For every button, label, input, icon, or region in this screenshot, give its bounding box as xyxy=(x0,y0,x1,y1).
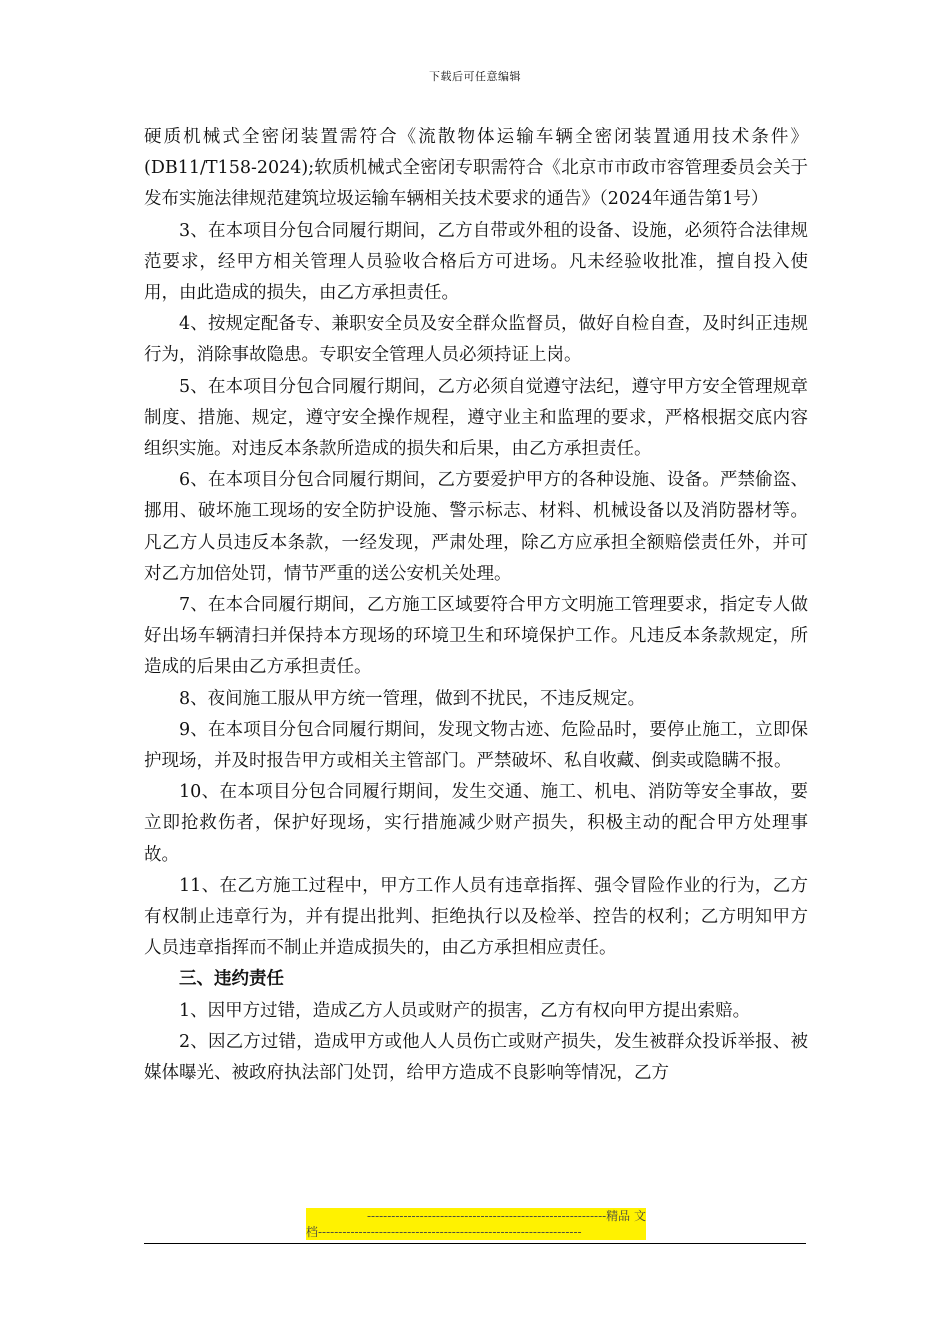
clause-10: 10、在本项目分包合同履行期间，发生交通、施工、机电、消防等安全事故，要立即抢救伤者，保护好现场，实行措施减少财产损失，积极主动的配合甲方处理事故。 xyxy=(144,782,808,865)
section-heading-breach-liability: 三、违约责任 xyxy=(179,969,284,990)
liability-clause-2: 2、因乙方过错，造成甲方或他人人员伤亡或财产损失，发生被群众投诉举报、被媒体曝光、被政府执法部门处罚，给甲方造成不良影响等情况，乙方 xyxy=(144,1031,808,1084)
footer-text-line1: -----------------------------------------------------------精品 文 xyxy=(366,1209,646,1223)
page-header: 下载后可任意编辑 xyxy=(429,70,521,83)
document-body xyxy=(144,122,808,1089)
paragraph-continuation: 硬质机械式全密闭装置需符合《流散物体运输车辆全密闭装置通用技术条件》(DB11/T158-2024);软质机械式全密闭专职需符合《北京市市政市容管理委员会关于发布实施法律规范建筑垃圾运输车辆相关技术要求的通告》（2024年通告第1号） xyxy=(144,127,808,210)
footer-divider xyxy=(144,1243,806,1244)
clause-9: 9、在本项目分包合同履行期间，发现文物古迹、危险品时，要停止施工，立即保护现场，并及时报告甲方或相关主管部门。严禁破坏、私自收藏、倒卖或隐瞒不报。 xyxy=(144,719,808,772)
page-footer xyxy=(306,1208,646,1240)
liability-clause-1: 1、因甲方过错，造成乙方人员或财产的损害，乙方有权向甲方提出索赔。 xyxy=(179,1000,751,1021)
clause-11: 11、在乙方施工过程中，甲方工作人员有违章指挥、强令冒险作业的行为，乙方有权制止违章行为，并有提出批判、拒绝执行以及检举、控告的权利；乙方明知甲方人员违章指挥而不制止并造成损失的，由乙方承担相应责任。 xyxy=(144,875,808,959)
clause-5: 5、在本项目分包合同履行期间，乙方必须自觉遵守法纪，遵守甲方安全管理规章制度、措施、规定，遵守安全操作规程，遵守业主和监理的要求，严格根据交底内容组织实施。对违反本条款所造成的损失和后果，由乙方承担责任。 xyxy=(144,376,808,460)
clause-7: 7、在本合同履行期间，乙方施工区域要符合甲方文明施工管理要求，指定专人做好出场车辆清扫并保持本方现场的环境卫生和环境保护工作。凡违反本条款规定，所造成的后果由乙方承担责任。 xyxy=(144,595,808,678)
clause-8: 8、夜间施工服从甲方统一管理，做到不扰民，不违反规定。 xyxy=(179,688,646,709)
clause-6: 6、在本项目分包合同履行期间，乙方要爱护甲方的各种设施、设备。严禁偷盗、挪用、破坏施工现场的安全防护设施、警示标志、材料、机械设备以及消防器材等。凡乙方人员违反本条款，一经发现，严肃处理，除乙方应承担全额赔偿责任外，并可对乙方加倍处罚，情节严重的送公安机关处理。 xyxy=(144,470,808,584)
clause-3: 3、在本项目分包合同履行期间，乙方自带或外租的设备、设施，必须符合法律规范要求，经甲方相关管理人员验收合格后方可进场。凡未经验收批准，擅自投入使用，由此造成的损失，由乙方承担责任。 xyxy=(144,220,808,304)
footer-text-line2: 档----------------------------------------------------------------- xyxy=(306,1225,582,1239)
clause-4: 4、按规定配备专、兼职安全员及安全群众监督员，做好自检自查，及时纠正违规行为，消除事故隐患。专职安全管理人员必须持证上岗。 xyxy=(144,314,808,366)
